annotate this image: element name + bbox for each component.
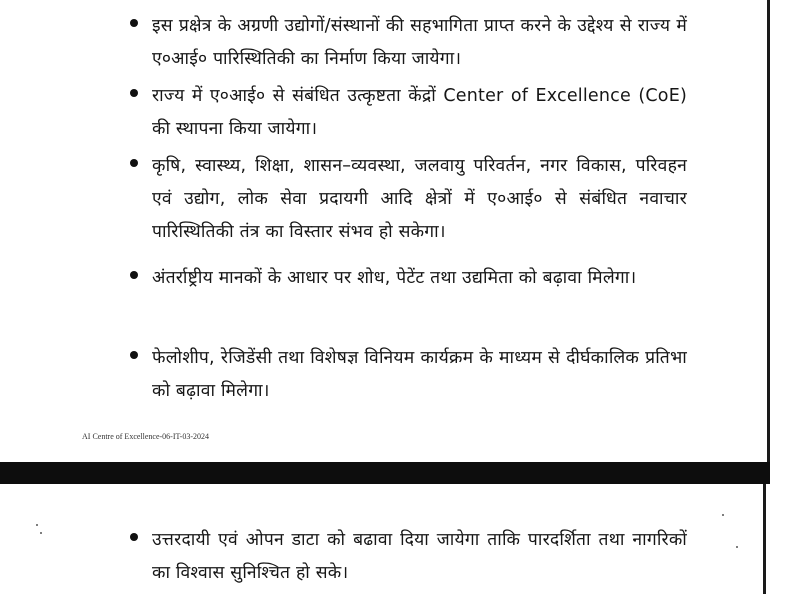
bullet-text: कृषि, स्वास्थ्य, शिक्षा, शासन–व्यवस्था, जलवायु परिवर्तन, नगर विकास, परिवहन एवं उद्योग, लोक सेवा प्रदायगी आदि क्षेत्रों में ए०आई० से संबंधित नवाचार पारिस्थितिकी तंत्र का विस्तार संभव हो सकेगा। (152, 156, 687, 242)
footer-reference: AI Centre of Excellence-06-IT-03-2024 (82, 432, 209, 441)
bullet-text: फेलोशीप, रेजिडेंसी तथा विशेषज्ञ विनियम कार्यक्रम के माध्यम से दीर्घकालिक प्रतिभा को बढ़ावा मिलेगा। (152, 348, 687, 401)
bullet-text: इस प्रक्षेत्र के अग्रणी उद्योगों/संस्थानों की सहभागिता प्राप्त करने के उद्देश्य से राज्य में ए०आई० पारिस्थितिकी का निर्माण किया जायेगा। (152, 16, 687, 69)
bullet-text: राज्य में ए०आई० से संबंधित उत्कृष्टता केंद्रों Center of Excellence (CoE) की स्थापना किया जायेगा। (152, 86, 687, 139)
bullet-text: उत्तरदायी एवं ओपन डाटा को बढावा दिया जायेगा ताकि पारदर्शिता तथा नागरिकों का विश्वास सुनिश्चित हो सके। (152, 530, 687, 583)
right-margin-strip (770, 0, 788, 594)
scan-speck (722, 514, 724, 516)
bullet-dot-icon (130, 533, 138, 541)
bullet-dot-icon (130, 159, 138, 167)
page-gap-shadow (0, 462, 788, 484)
scan-speck (40, 532, 42, 534)
bullet-dot-icon (130, 19, 138, 27)
bullet-dot-icon (130, 351, 138, 359)
document-page-bottom (0, 484, 766, 594)
scan-speck (736, 546, 738, 548)
bullet-dot-icon (130, 271, 138, 279)
bullet-text: अंतर्राष्ट्रीय मानकों के आधार पर शोध, पेटेंट तथा उद्यमिता को बढ़ावा मिलेगा। (152, 268, 637, 288)
scan-speck (36, 524, 38, 526)
bullet-dot-icon (130, 89, 138, 97)
